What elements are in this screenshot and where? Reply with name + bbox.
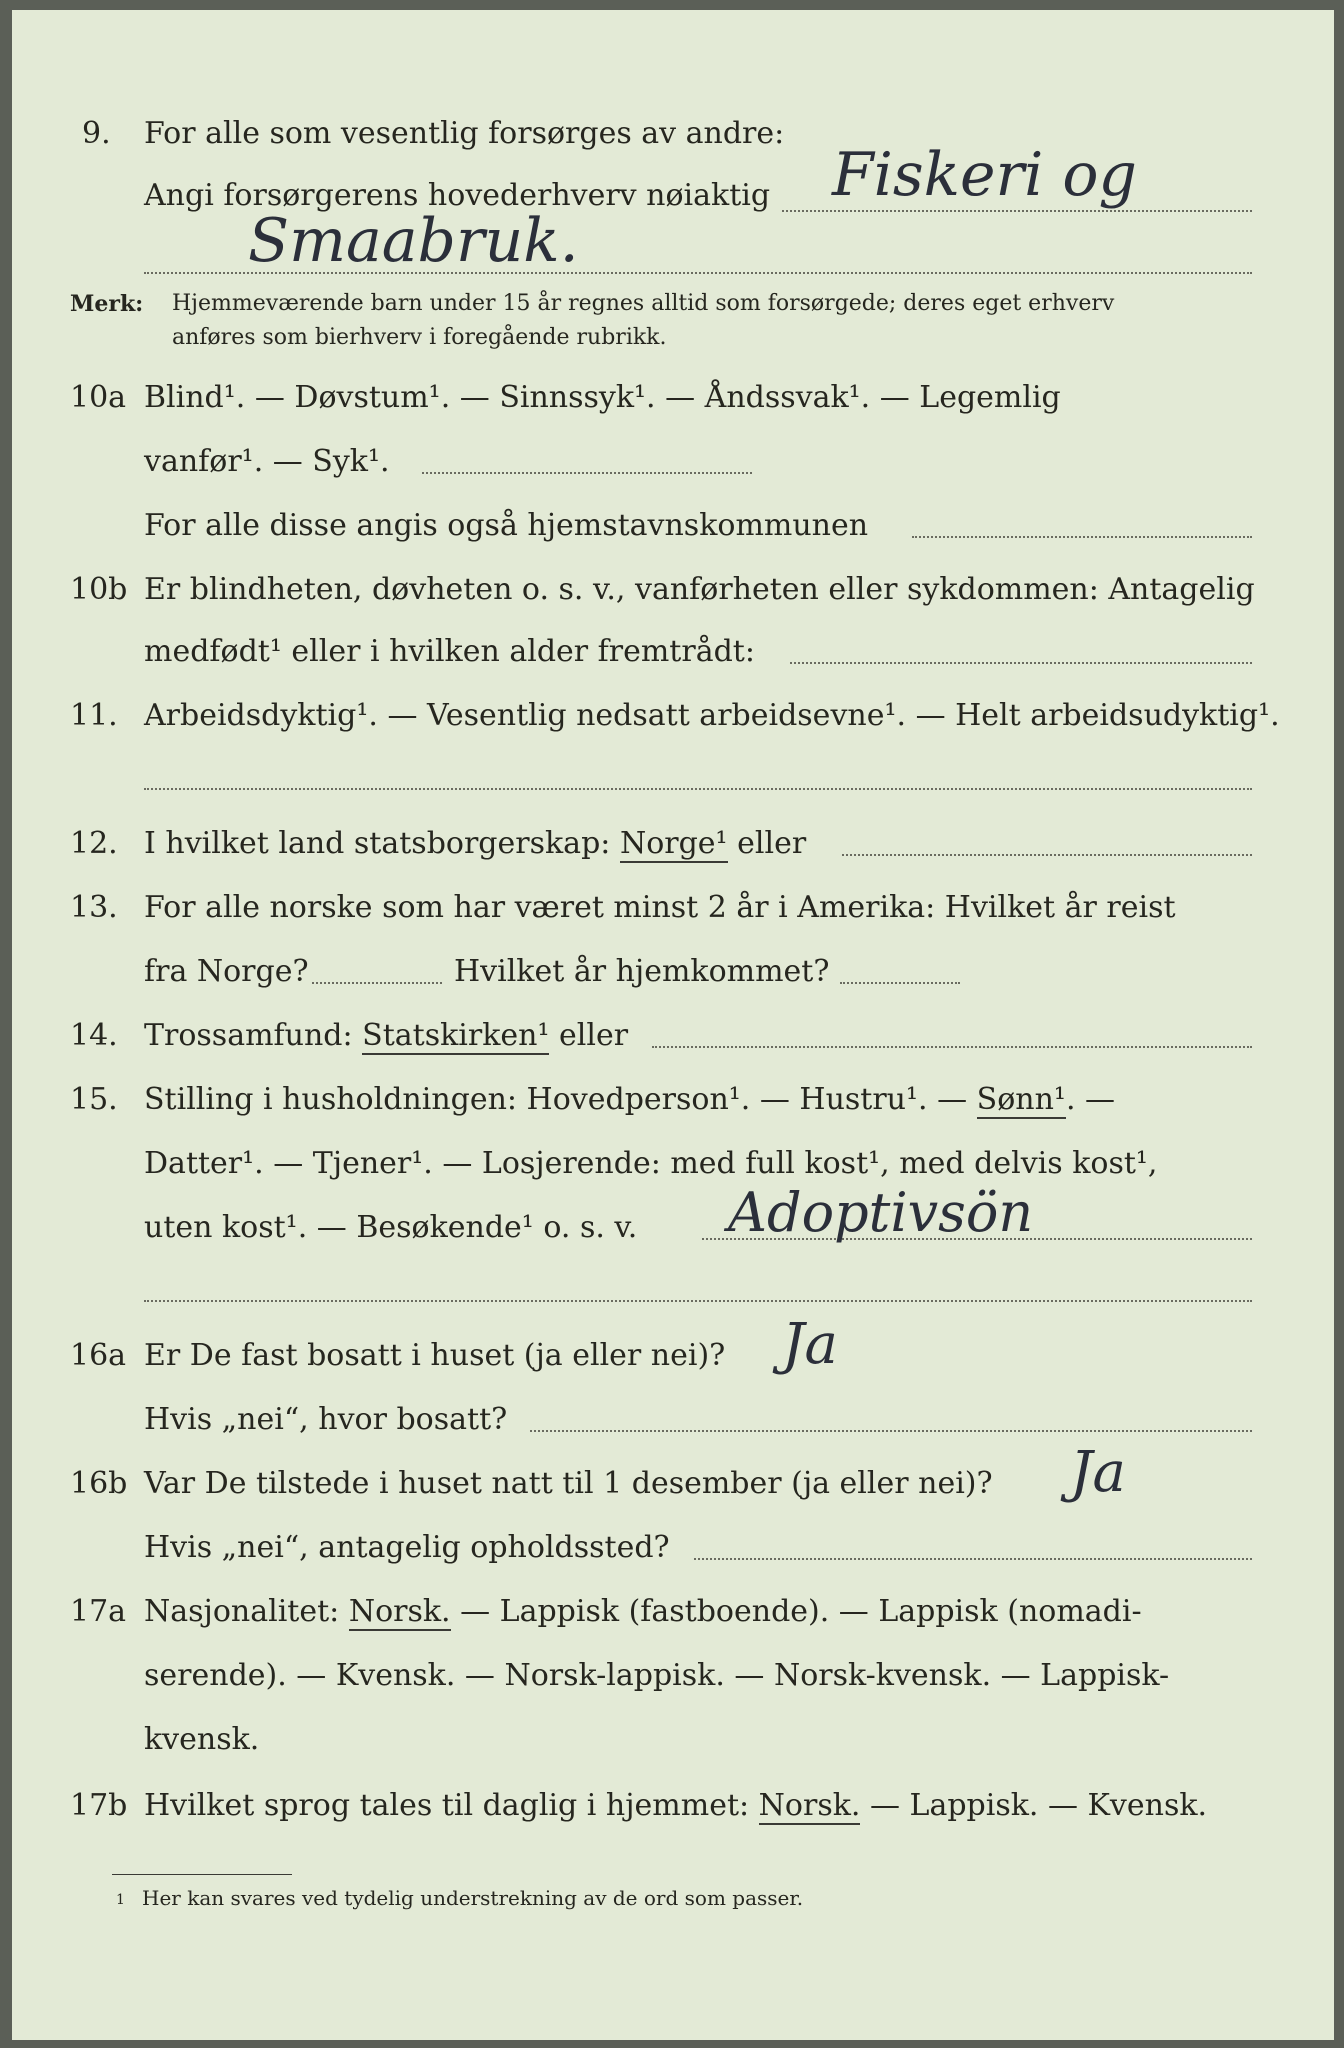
merk-label: Merk: [70,291,144,317]
q13-right-line [840,982,960,984]
merk-line2: anføres som bierhverv i foregående rubrikk. [172,325,667,350]
q17a-line1 [144,1592,1142,1632]
census-form-page [12,10,1334,2040]
q17b-prefix: Hvilket sprog tales til daglig i hjemmet: [144,1788,750,1823]
q10b-line1: Er blindheten, døvheten o. s. v., vanførheten eller sykdommen: Antagelig [144,572,1255,607]
q15-number: 15. [70,1082,118,1117]
q11-number: 11. [70,698,118,733]
q13-number: 13. [70,890,118,925]
q17a-line1-rest: — Lappisk (fastboende). — Lappisk (nomadi- [460,1594,1142,1629]
q13-line2b: Hvilket år hjemkommet? [454,954,830,989]
q9-answer-line1 [782,210,1252,212]
q15-line1-end: . — [1065,1082,1116,1117]
q13-line1: For alle norske som har været minst 2 år i Amerika: Hvilket år reist [144,890,1176,925]
q17b-suffix: — Lappisk. — Kvensk. [869,1788,1208,1823]
merk-line1: Hjemmeværende barn under 15 år regnes alltid som forsørgede; deres eget erhverv [172,291,1115,316]
q10b-number: 10b [70,572,128,607]
q12-line [144,824,806,864]
q13-line2a: fra Norge? [144,954,309,989]
q10b-line2: medfødt¹ eller i hvilken alder fremtrådt: [144,634,755,669]
q12-prefix: I hvilket land statsborgerskap: [144,826,611,861]
q16a-handwritten-answer: Ja [782,1312,838,1377]
q16a-line2: Hvis „nei“, hvor bosatt? [144,1402,508,1437]
q17a-number: 17a [70,1594,127,1629]
q17a-line1-label: Nasjonalitet: [144,1594,340,1629]
q11-line1: Arbeidsdyktig¹. — Vesentlig nedsatt arbeidsevne¹. — Helt arbeidsudyktig¹. [144,698,1280,733]
q17a-line2: serende). — Kvensk. — Norsk-lappisk. — Norsk-kvensk. — Lappisk- [144,1658,1170,1693]
q12-number: 12. [70,826,118,861]
q10a-number: 10a [70,380,127,415]
q16a-number: 16a [70,1338,127,1373]
q15-line1 [144,1080,1115,1120]
q15-underlined-answer: Sønn¹ [976,1082,1066,1117]
q17b-underlined-answer: Norsk. [758,1788,861,1823]
q14-line [144,1016,628,1056]
q16b-line2: Hvis „nei“, antagelig opholdssted? [144,1530,670,1565]
q15-extra-line [144,1300,1252,1302]
q9-number: 9. [82,116,111,151]
q16b-answer-line [694,1558,1252,1560]
q17a-line3: kvensk. [144,1722,260,1757]
q10b-answer-line [790,662,1252,664]
q15-line2: Datter¹. — Tjener¹. — Losjerende: med full kost¹, med delvis kost¹, [144,1146,1158,1181]
q16b-handwritten-answer: Ja [1070,1440,1126,1505]
q9-handwritten-answer1: Fiskeri og [832,140,1137,210]
footnote-mark: 1 [116,1892,125,1908]
footnote-rule [112,1874,292,1875]
q15-line1-text: Stilling i husholdningen: Hovedperson¹. — Hustru¹. — [144,1082,968,1117]
q9-line2: Angi forsørgerens hovederhverv nøiaktig [144,178,771,213]
q17b-number: 17b [70,1788,128,1823]
q9-handwritten-answer2: Smaabruk. [248,206,579,276]
q17a-underlined-answer: Norsk. [348,1594,451,1629]
q16b-number: 16b [70,1466,128,1501]
q15-line3: uten kost¹. — Besøkende¹ o. s. v. [144,1210,638,1245]
q12-suffix: eller [737,826,807,861]
q10a-line3: For alle disse angis også hjemstavnskommunen [144,508,869,543]
q17b-line [144,1786,1207,1826]
q10a-line1: Blind¹. — Døvstum¹. — Sinnssyk¹. — Åndssvak¹. — Legemlig [144,380,1061,415]
q9-line1: For alle som vesentlig forsørges av andre: [144,116,785,151]
q14-prefix: Trossamfund: [144,1018,353,1053]
q16a-line1: Er De fast bosatt i huset (ja eller nei)? [144,1338,726,1373]
footnote-text: Her kan svares ved tydelig understrekning av de ord som passer. [142,1886,804,1910]
q14-suffix: eller [559,1018,629,1053]
q10a-municipality-line [912,536,1252,538]
q15-handwritten-answer: Adoptivsön [728,1181,1034,1244]
q16a-answer-line [530,1430,1252,1432]
q10a-line2: vanfør¹. — Syk¹. [144,444,390,479]
q14-number: 14. [70,1018,118,1053]
q13-left-line [312,982,442,984]
q12-underlined-answer: Norge¹ [619,826,728,861]
q10a-answer-line [422,472,752,474]
q16b-line1: Var De tilstede i huset natt til 1 desember (ja eller nei)? [144,1466,993,1501]
q12-answer-line [842,854,1252,856]
q11-answer-line [144,788,1252,790]
q14-answer-line [652,1046,1252,1048]
q14-underlined-answer: Statskirken¹ [362,1018,550,1053]
